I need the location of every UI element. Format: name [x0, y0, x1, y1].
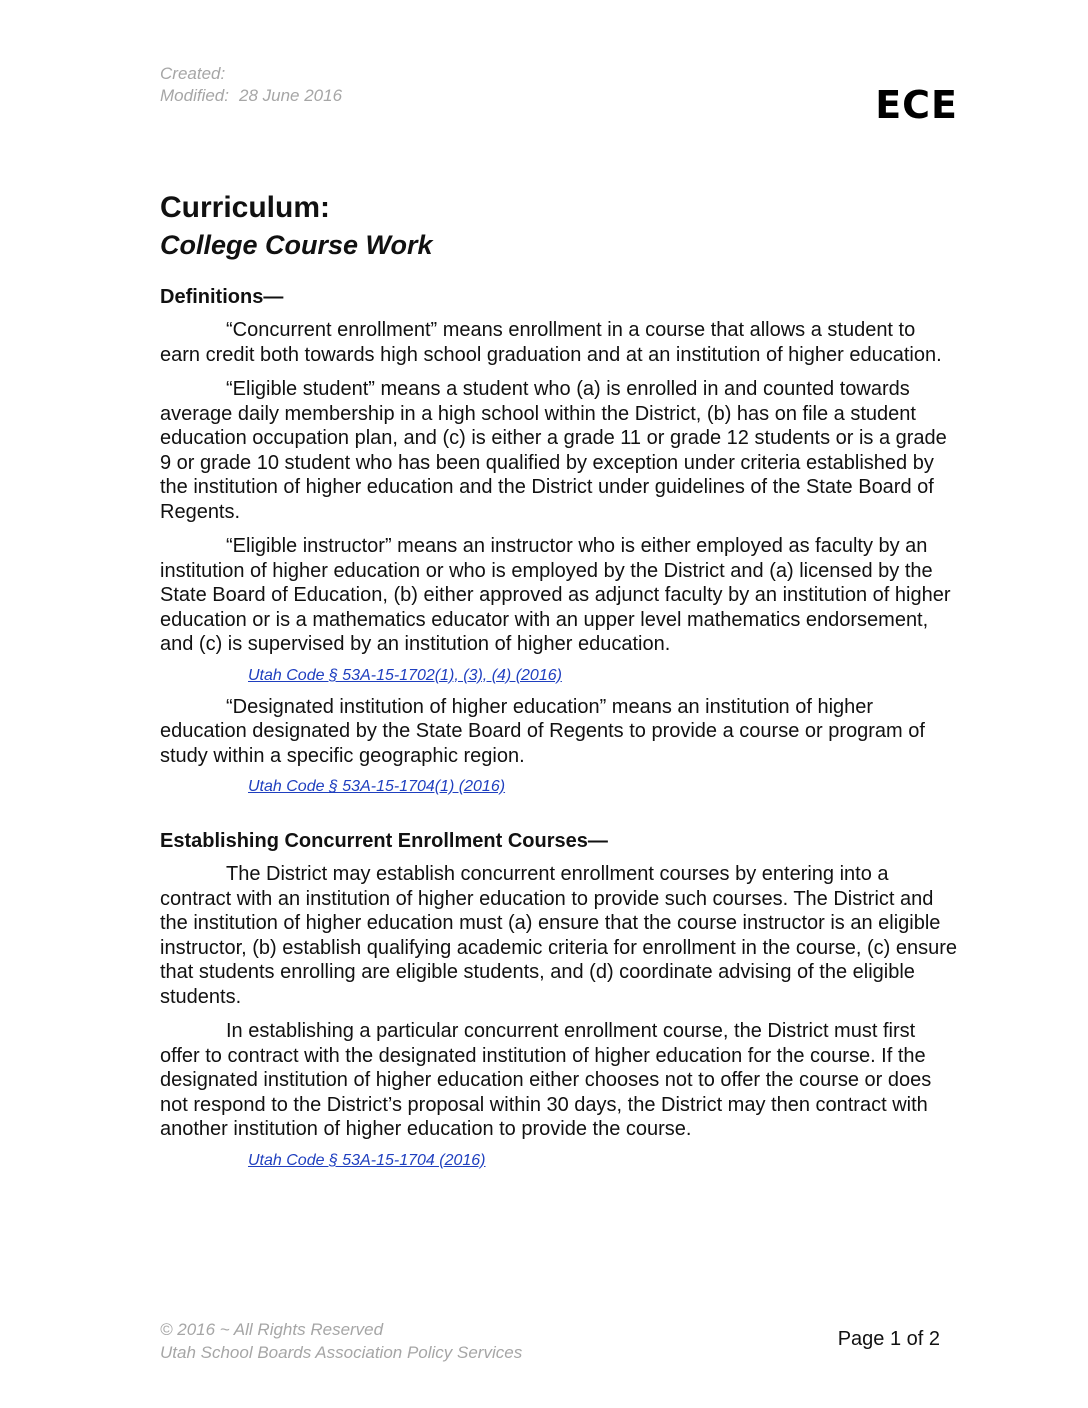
modified-date: 28 June 2016 — [238, 86, 343, 105]
paragraph: “Concurrent enrollment” means enrollment in a course that allows a student to earn credit both towards high school graduation and at an institution of higher education. — [160, 319, 942, 366]
modified-line — [160, 85, 342, 107]
paragraph: In establishing a particular concurrent enrollment course, the District must first offer to contract with the designated institution of higher education for the course. If the designated institution of higher education either chooses not to offer the course or does not respond to the District’s proposal within 30 days, the District may then contract with another institution of higher education to provide the course. — [160, 1020, 932, 1140]
section-heading: Establishing Concurrent Enrollment Courses— — [160, 830, 608, 852]
document-body — [160, 282, 960, 1180]
citation-link[interactable]: Utah Code § 53A-15-1702(1), (3), (4) (2016) — [248, 666, 562, 684]
paragraph: “Eligible instructor” means an instructor who is either employed as faculty by an institution of higher education or who is employed by the District and (a) licensed by the State Board of Education, (b) either approved as adjunct faculty by an institution of higher education or is a mathematics educator with an upper level mathematics endorsement, and (c) is supervised by an institution of higher education. — [160, 535, 951, 655]
paragraph: “Designated institution of higher education” means an institution of higher education designated by the State Board of Regents to provide a course or program of study within a specific geographic region. — [160, 695, 925, 767]
paragraph: The District may establish concurrent enrollment courses by entering into a contract with an institution of higher education to provide such courses. The District and the institution of higher education must (a) ensure that the course instructor is an eligible instructor, (b) establish qualifying academic criteria for enrollment in the course, (c) ensure that students enrolling are eligible students, and (d) coordinate advising of the eligible students. — [160, 863, 958, 1008]
copyright-text: © 2016 ~ All Rights Reserved — [160, 1320, 384, 1339]
citation-link[interactable]: Utah Code § 53A-15-1704 (2016) — [248, 1151, 486, 1169]
establishing-courses-section — [160, 826, 960, 1172]
policy-code: ECE — [875, 83, 958, 127]
page-subtitle: College Course Work — [160, 230, 433, 260]
section-heading: Definitions— — [160, 286, 284, 308]
modified-label: Modified: — [160, 86, 229, 105]
page-number: Page 1 of 2 — [837, 1328, 940, 1350]
created-label: Created: — [160, 64, 226, 83]
citation — [248, 1150, 960, 1172]
citation-link[interactable]: Utah Code § 53A-15-1704(1) (2016) — [248, 778, 506, 795]
section-spacer — [160, 806, 960, 826]
document-meta — [160, 63, 342, 107]
citation — [248, 665, 960, 687]
definitions-section — [160, 282, 960, 798]
citation — [248, 776, 960, 798]
publisher-text: Utah School Boards Association Policy Services — [160, 1343, 523, 1362]
page-title: Curriculum: — [160, 191, 331, 224]
paragraph: “Eligible student” means a student who (a) is enrolled in and counted towards average daily membership in a high school within the District, (b) has on file a student education occupation plan, and (c) is either a grade 11 or grade 12 students or is a grade 9 or grade 10 student who has been qualified by exception under criteria established by the institution of higher education and the District under guidelines of the State Board of Regents. — [160, 378, 947, 523]
footer-notice — [160, 1318, 522, 1364]
